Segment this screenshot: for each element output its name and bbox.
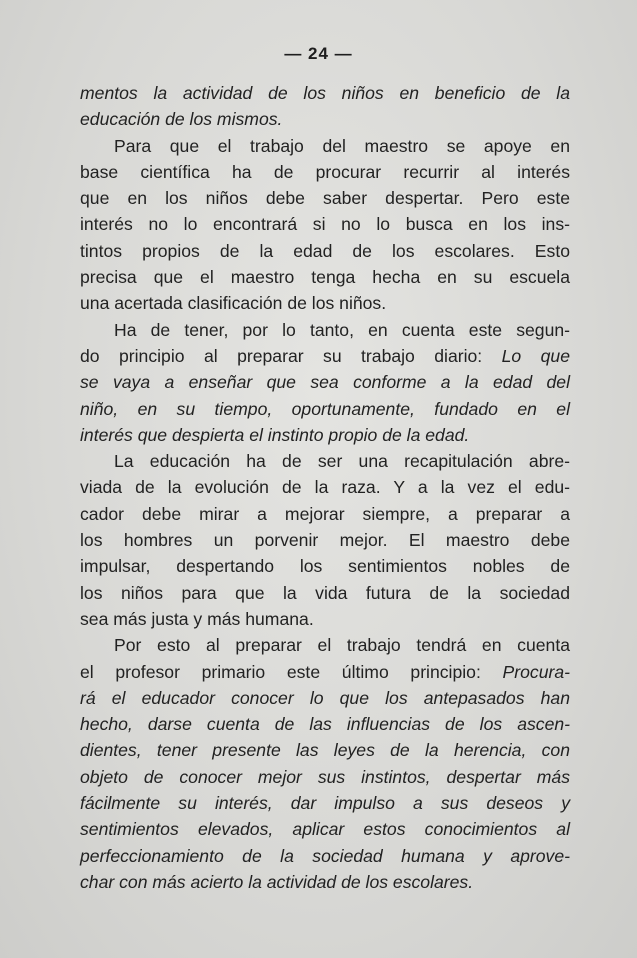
- text-line: [80, 764, 570, 790]
- text-line: [80, 711, 570, 737]
- text-line: [80, 632, 570, 658]
- italic-text: Procura-: [502, 661, 570, 682]
- text-run: viada de la evolución de la raza. Y a la vez el edu-: [80, 477, 570, 498]
- text-run: que en los niños debe saber despertar. Pero este: [80, 188, 570, 209]
- italic-text: se vaya a enseñar que sea conforme a la edad del: [80, 372, 570, 393]
- text-line: [80, 737, 570, 763]
- text-line: [80, 133, 570, 159]
- text-line: [80, 553, 570, 579]
- text-line: [80, 843, 570, 869]
- text-line: [80, 290, 570, 316]
- body-text: [80, 80, 570, 895]
- text-run: tintos propios de la edad de los escolares. Esto: [80, 240, 570, 261]
- text-run: base científica ha de procurar recurrir al interés: [80, 161, 570, 182]
- text-line: [80, 396, 570, 422]
- italic-text: mentos la actividad de los niños en beneficio de la: [80, 83, 570, 103]
- text-run: impulsar, despertando los sentimientos nobles de: [80, 556, 570, 577]
- text-line: [80, 527, 570, 553]
- text-line: [80, 264, 570, 290]
- text-line: [80, 80, 570, 106]
- italic-text: perfeccionamiento de la sociedad humana y aprove-: [80, 845, 570, 866]
- text-line: [80, 106, 570, 132]
- text-line: [80, 501, 570, 527]
- italic-text: educación de los mismos.: [80, 109, 283, 130]
- text-run: La educación ha de ser una recapitulación abre-: [114, 451, 570, 472]
- italic-text: rá el educador conocer lo que los antepasados han: [80, 687, 570, 708]
- text-line: [80, 580, 570, 606]
- text-line: [80, 606, 570, 632]
- italic-text: sentimientos elevados, aplicar estos conocimientos al: [80, 819, 570, 840]
- text-run: Por esto al preparar el trabajo tendrá en cuenta: [114, 635, 570, 656]
- text-line: [80, 238, 570, 264]
- italic-text: interés que despierta el instinto propio de la edad.: [80, 424, 470, 445]
- text-line: [80, 369, 570, 395]
- text-line: [80, 159, 570, 185]
- text-run: sea más justa y más humana.: [80, 608, 314, 629]
- paragraph: [80, 80, 570, 133]
- text-line: [80, 474, 570, 500]
- text-line: [80, 185, 570, 211]
- text-line: [80, 317, 570, 343]
- italic-text: niño, en su tiempo, oportunamente, fundado en el: [80, 398, 570, 419]
- italic-text: char con más acierto la actividad de los escolares.: [80, 871, 474, 892]
- italic-text: hecho, darse cuenta de las influencias de los ascen-: [80, 714, 570, 735]
- text-line: [80, 211, 570, 237]
- italic-text: Lo que: [501, 345, 570, 366]
- text-run: Para que el trabajo del maestro se apoye en: [114, 135, 570, 156]
- text-run: una acertada clasificación de los niños.: [80, 293, 387, 314]
- text-line: [80, 816, 570, 842]
- paragraph: [80, 448, 570, 632]
- text-run: precisa que el maestro tenga hecha en su escuela: [80, 267, 570, 288]
- text-run: interés no lo encontrará si no lo busca en los ins-: [80, 214, 570, 235]
- text-line: [80, 685, 570, 711]
- text-run: los hombres un porvenir mejor. El maestro debe: [80, 530, 570, 551]
- text-line: [80, 422, 570, 448]
- paragraph: [80, 133, 570, 317]
- italic-text: objeto de conocer mejor sus instintos, despertar más: [80, 766, 570, 787]
- paragraph: [80, 317, 570, 448]
- text-run: los niños para que la vida futura de la sociedad: [80, 582, 570, 603]
- text-line: [80, 659, 570, 685]
- text-line: [80, 869, 570, 895]
- italic-text: fácilmente su interés, dar impulso a sus deseos y: [80, 793, 570, 814]
- text-run: do principio al preparar su trabajo diario:: [80, 345, 502, 366]
- text-run: cador debe mirar a mejorar siempre, a preparar a: [80, 503, 570, 524]
- text-run: Ha de tener, por lo tanto, en cuenta este segun-: [114, 319, 570, 340]
- text-run: el profesor primario este último principio:: [80, 661, 503, 682]
- text-line: [80, 790, 570, 816]
- text-line: [80, 448, 570, 474]
- paragraph: [80, 632, 570, 895]
- text-line: [80, 343, 570, 369]
- page-number: — 24 —: [284, 44, 353, 63]
- italic-text: dientes, tener presente las leyes de la herencia, con: [80, 740, 570, 761]
